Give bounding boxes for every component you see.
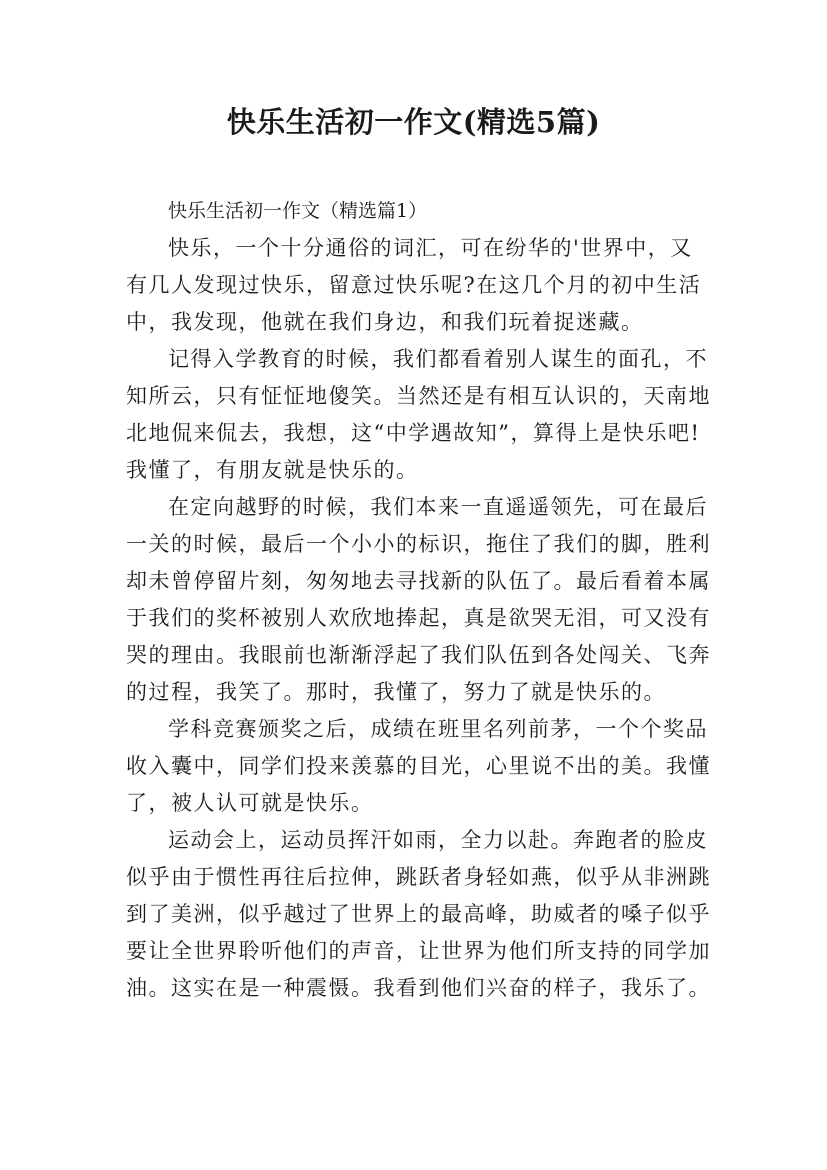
paragraph-line: 我懂了，有朋友就是快乐的。	[126, 458, 419, 482]
paragraph-4	[126, 711, 711, 822]
document-title: 快乐生活初一作文(精选5篇)	[226, 105, 601, 139]
paragraph-line: 在定向越野的时候，我们本来一直遥遥领先，可在最后	[168, 495, 708, 519]
paragraph-line: 有几人发现过快乐，留意过快乐呢?在这几个月的初中生活	[126, 273, 702, 297]
paragraph-2	[126, 341, 711, 489]
paragraph-line: 学科竞赛颁奖之后，成绩在班里名列前茅，一个个奖品	[168, 717, 708, 741]
section-heading: 快乐生活初一作文（精选篇1）	[168, 200, 428, 222]
paragraph-line: 的过程，我笑了。那时，我懂了，努力了就是快乐的。	[126, 680, 666, 704]
paragraph-line: 却未曾停留片刻，匆匆地去寻找新的队伍了。最后看着本属	[126, 569, 711, 593]
paragraph-line: 运动会上，运动员挥汗如雨，全力以赴。奔跑者的脸皮	[168, 828, 708, 852]
paragraph-line: 到了美洲，似乎越过了世界上的最高峰，助威者的嗓子似乎	[126, 902, 711, 926]
paragraph-line: 哭的理由。我眼前也渐渐浮起了我们队伍到各处闯关、飞奔	[126, 643, 711, 667]
paragraph-line: 油。这实在是一种震慑。我看到他们兴奋的样子，我乐了。	[126, 976, 711, 1000]
paragraph-line: 中，我发现，他就在我们身边，和我们玩着捉迷藏。	[126, 310, 644, 334]
paragraph-line: 似乎由于惯性再往后拉伸，跳跃者身轻如燕，似乎从非洲跳	[126, 865, 711, 889]
paragraph-line: 知所云，只有怔怔地傻笑。当然还是有相互认识的，天南地	[126, 384, 711, 408]
paragraph-1	[126, 230, 711, 341]
paragraph-line: 要让全世界聆听他们的声音，让世界为他们所支持的同学加	[126, 939, 711, 963]
paragraph-line: 记得入学教育的时候，我们都看着别人谋生的面孔，不	[168, 347, 708, 371]
paragraph-3	[126, 489, 711, 711]
paragraph-line: 了，被人认可就是快乐。	[126, 791, 374, 815]
document-body	[126, 193, 711, 1007]
paragraph-line: 一关的时候，最后一个小小的标识，拖住了我们的脚，胜利	[126, 532, 711, 556]
paragraph-5	[126, 822, 711, 1007]
paragraph-line: 快乐，一个十分通俗的词汇，可在纷华的'世界中，又	[168, 236, 693, 260]
paragraph-line: 北地侃来侃去，我想，这“中学遇故知”，算得上是快乐吧!	[126, 421, 701, 445]
paragraph-line: 收入囊中，同学们投来羡慕的目光，心里说不出的美。我懂	[126, 754, 711, 778]
paragraph-line: 于我们的奖杯被别人欢欣地捧起，真是欲哭无泪，可又没有	[126, 606, 711, 630]
